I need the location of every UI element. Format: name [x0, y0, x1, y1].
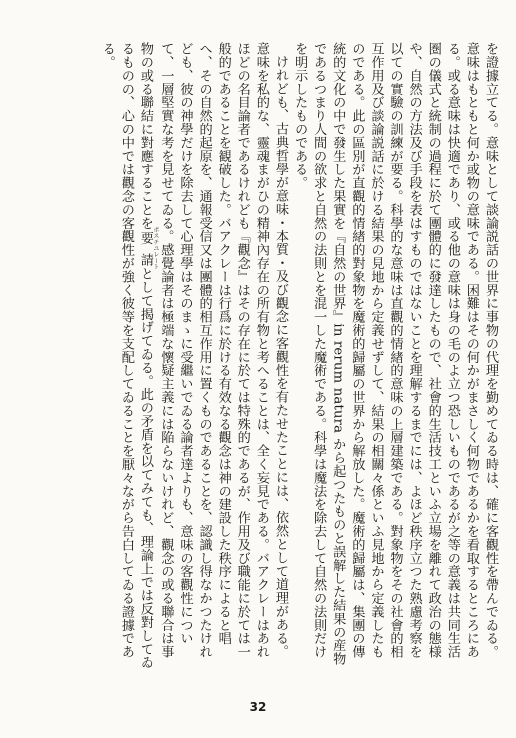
ruby-annotated-term: 要請 ポスチユレート — [137, 226, 159, 271]
page-number: 32 — [249, 700, 267, 714]
paragraph-1: を證據立てる。意味として談論説話の世界に事物の代理を勤めてゐる時は、確に客觀性を帶んでゐる。意味はもともと何か或物の意味である。困難はその何かがまさしく何物であるかを看取するところにある。或る意味は快適であり、或る他の意味は身の毛のよ立つ恐しいものであるが之等の意義は共同生活圏の儀式と統制の過程に於て團體的に發達したもので、社會的生活技工といふ立場を離れて政治の態様や、自然の方法及び手段を表はすものではないことを理解するまでには、よほど秩序立つた熟慮考察を以ての實驗の訓練が要る。科學的な意味は直觀的情緖的意味の上層建築である。對象物をその社會的相互作用及び談論説話に於ける結果の見地から定義せずして、結果の相關々係といふ見地から定義したものである。此の區別が直觀的情緖的對象物を魔術的歸屬の世界から解放した。魔術的歸屬は、集團の傳統的文化の中で發生した果實を『自然の世界』in rerum natura から起つたものと誤解した結果の産物であるつまり人間の欲求と自然の法則とを混一した魔術である。科學は魔法を除去して自然の法則だけを明示したものである。 — [292, 42, 498, 666]
paragraph-2: けれども、古典哲學が意味・本質・及び觀念に客觀性を有たせたことには、依然として道理がある。意味を私的な、靈魂まがひの精神內存在の所有物と考へることは、全く妄見である。バアクレーはあれほどの名目論者であるけれども『觀念』はその存在に於ては特殊的であるが、作用及び職能に於ては一般的であることを観破した。バアクレーは行爲に於ける有效なる觀念は神の建設した秩序によると唱へ、その自然的起原を、通報受信又は團體的相互作用に置くものであることを、認識し得なかつたけれども、彼の神學だけを除去して心理學はそのまゝに受繼いでゐる論者達よりも、意味の客觀性について、一層堅實な考を見せてゐる。感覺論者は極端な懷疑主義には陥らないけれど、觀念の或る聯合は事物の或る聯結に對應することを要請 ポスチユレートとして揭げてゐる。此の矛盾を以てみても、理論上では反對してゐるものの、心の中では觀念の客觀性が強く彼等を支配してゐることを厭々ながら告白してゐる證據である。 — [99, 42, 288, 669]
body-text — [24, 42, 500, 670]
ruby-reading: ポスチユレート — [151, 226, 159, 271]
